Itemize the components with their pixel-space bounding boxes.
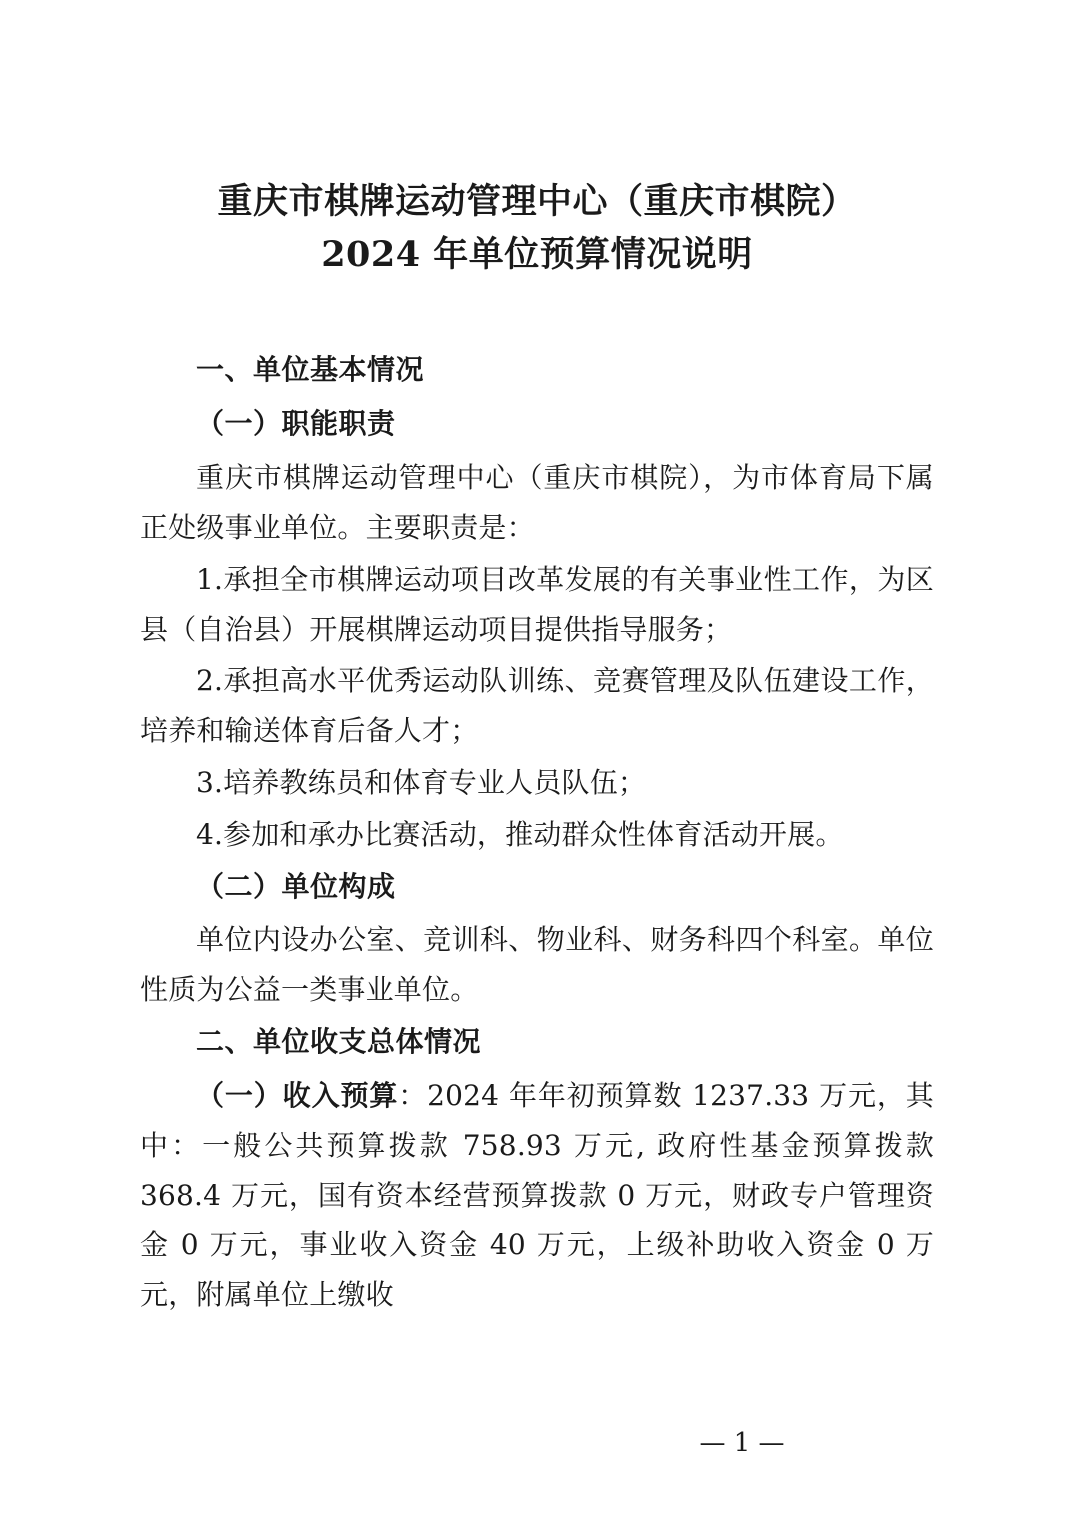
subsection-heading-1-2: （二）单位构成 <box>196 869 396 903</box>
title-line-1: 重庆市棋牌运动管理中心（重庆市棋院） <box>217 181 857 222</box>
paragraph-duty-2: 2.承担高水平优秀运动队训练、竞赛管理及队伍建设工作，培养和输送体育后备人才； <box>140 664 934 748</box>
paragraph-duty-4: 4.参加和承办比赛活动，推动群众性体育活动开展。 <box>196 817 844 851</box>
title-line-2: 2024 年单位预算情况说明 <box>321 234 753 276</box>
subsection-heading-1-1: （一）职能职责 <box>196 407 396 441</box>
paragraph-functions-intro: 重庆市棋牌运动管理中心（重庆市棋院），为市体育局下属正处级事业单位。主要职责是： <box>140 461 934 544</box>
page-number: — 1 — <box>699 1428 785 1458</box>
income-budget-label: （一）收入预算 <box>196 1078 399 1112</box>
paragraph-composition: 单位内设办公室、竞训科、物业科、财务科四个科室。单位性质为公益一类事业单位。 <box>140 923 934 1007</box>
income-budget-text: ：2024 年年初预算数 1237.33 万元，其中：一般公共预算拨款 758.93 万元, 政府性基金预算拨款 368.4 万元，国有资本经营预算拨款 0 万元，财政专户管理资金 0 万元，事业收入资金 40 万元，上级补助收入资金 0 万元，附属单位上缴收 <box>140 1078 934 1312</box>
paragraph-duty-3: 3.培养教练员和体育专业人员队伍； <box>196 766 647 799</box>
paragraph-duty-1: 1.承担全市棋牌运动项目改革发展的有关事业性工作，为区县（自治县）开展棋牌运动项目提供指导服务； <box>140 562 934 646</box>
section-heading-1: 一、单位基本情况 <box>196 353 425 387</box>
page-title <box>140 175 934 281</box>
section-heading-2: 二、单位收支总体情况 <box>196 1025 482 1059</box>
paragraph-income-budget <box>140 1071 934 1320</box>
